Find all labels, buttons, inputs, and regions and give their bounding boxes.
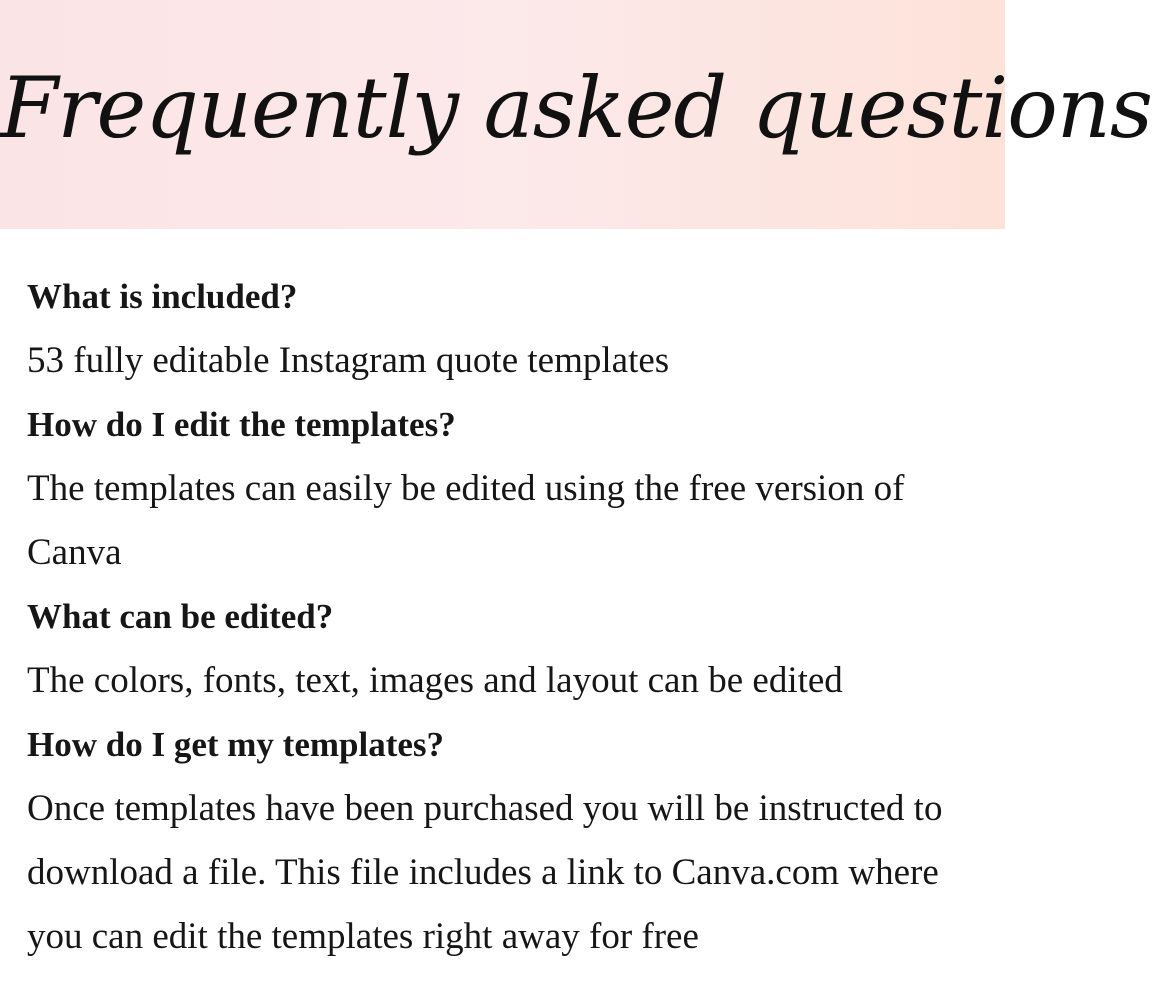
faq-item — [27, 393, 987, 585]
faq-question: How do I edit the templates? — [27, 405, 456, 444]
faq-list — [27, 265, 987, 969]
faq-answer: The colors, fonts, text, images and layout can be edited — [27, 660, 843, 701]
faq-item — [27, 713, 987, 969]
faq-item — [27, 585, 987, 713]
faq-answer: The templates can easily be edited using the free version of Canva — [27, 468, 905, 573]
faq-question: What can be edited? — [27, 597, 334, 636]
page-title: Frequently asked questions — [0, 59, 1152, 157]
faq-answer: 53 fully editable Instagram quote templates — [27, 340, 670, 381]
header-banner — [0, 0, 1152, 229]
faq-answer: Once templates have been purchased you will be instructed to download a file. This file includes a link to Canva.com where you can edit the templates right away for free — [27, 788, 943, 957]
faq-item — [27, 265, 987, 393]
faq-question: What is included? — [27, 277, 298, 316]
faq-question: How do I get my templates? — [27, 725, 445, 764]
